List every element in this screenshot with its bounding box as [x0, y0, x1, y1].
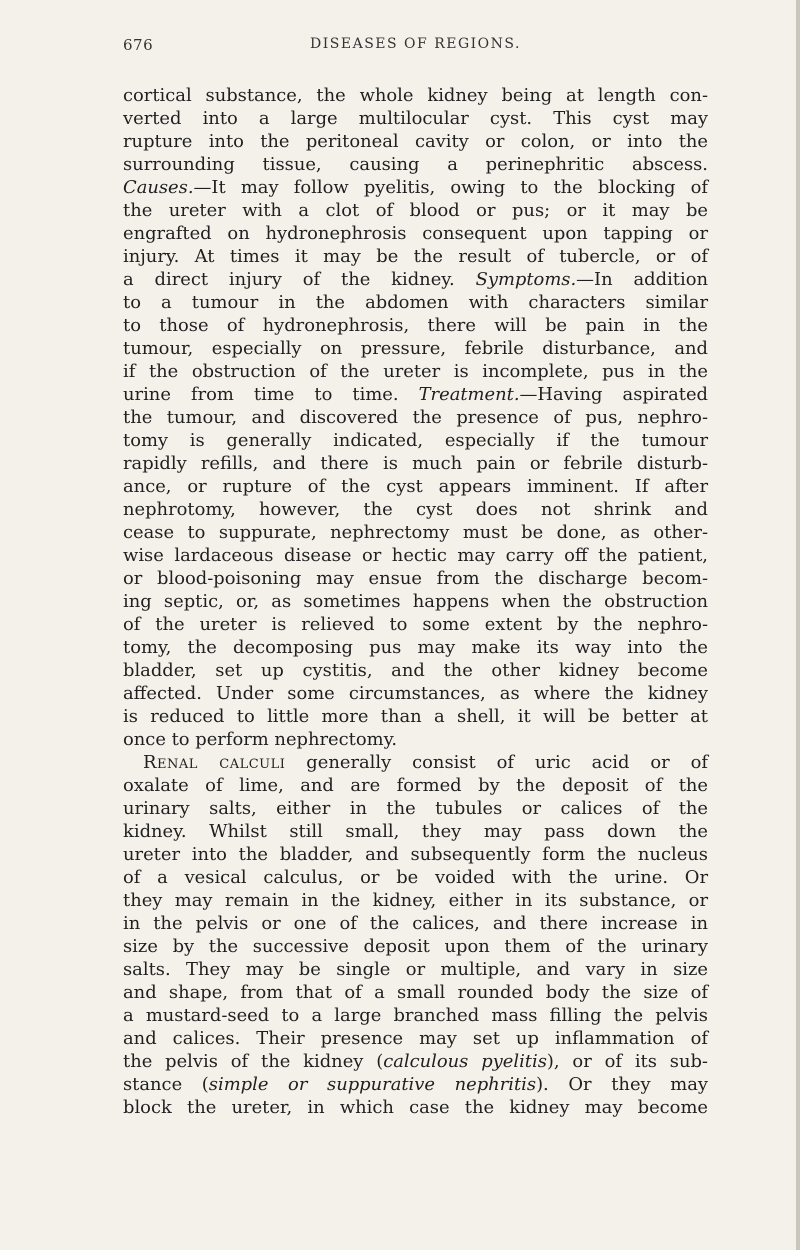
text-run: block the ureter, in which case the kidney may become: [123, 1097, 708, 1118]
text-run: oxalate of lime, and are formed by the deposit of the: [123, 775, 708, 796]
text-line: [123, 429, 708, 452]
text-run: wise lardaceous disease or hectic may carry off the patient,: [123, 545, 708, 566]
text-run: the tumour, and discovered the presence of pus, nephro-: [123, 407, 708, 428]
text-line: [123, 1004, 708, 1027]
text-line: [123, 452, 708, 475]
text-line: [123, 751, 708, 774]
running-head: DISEASES OF REGIONS.: [310, 36, 521, 52]
text-line: [123, 268, 708, 291]
text-line: [123, 1027, 708, 1050]
text-line: [123, 613, 708, 636]
text-line: [123, 222, 708, 245]
text-run: salts. They may be single or multiple, and vary in size: [123, 959, 708, 980]
text-line: [123, 843, 708, 866]
text-run: kidney. Whilst still small, they may pass down the: [123, 821, 708, 842]
text-run: —It may follow pyelitis, owing to the blocking of: [193, 177, 708, 198]
text-run: ance, or rupture of the cyst appears imminent. If after: [123, 476, 708, 497]
text-run: ). Or they may: [536, 1074, 709, 1095]
text-run: affected. Under some circumstances, as where the kidney: [123, 683, 708, 704]
text-run: is reduced to little more than a shell, it will be better at: [123, 706, 708, 727]
text-run: bladder, set up cystitis, and the other kidney become: [123, 660, 708, 681]
italic-text: Treatment.: [418, 384, 520, 405]
text-line: [123, 774, 708, 797]
text-line: [123, 130, 708, 153]
text-run: generally consist of uric acid or of: [285, 752, 708, 773]
italic-text: Symptoms.: [475, 269, 577, 290]
text-line: [123, 153, 708, 176]
text-run: stance (: [123, 1074, 209, 1095]
text-line: [123, 406, 708, 429]
text-run: a direct injury of the kidney.: [123, 269, 476, 290]
page-number: 676: [123, 36, 154, 54]
text-line: [123, 889, 708, 912]
text-line: [123, 981, 708, 1004]
text-run: of a vesical calculus, or be voided with the urine. Or: [123, 867, 708, 888]
text-line: [123, 521, 708, 544]
text-line: [123, 590, 708, 613]
text-line: [123, 682, 708, 705]
text-run: or blood-poisoning may ensue from the discharge becom-: [123, 568, 708, 589]
text-run: ), or of its sub-: [546, 1051, 708, 1072]
text-line: [123, 1096, 708, 1119]
text-run: and shape, from that of a small rounded body the size of: [123, 982, 708, 1003]
text-line: [123, 383, 708, 406]
text-run: urine from time to time.: [123, 384, 419, 405]
italic-text: simple or suppurative nephritis: [208, 1074, 537, 1095]
text-run: ureter into the bladder, and subsequently form the nucleus: [123, 844, 708, 865]
text-run: tomy, the decomposing pus may make its way into the: [123, 637, 708, 658]
text-line: [123, 912, 708, 935]
text-run: the ureter with a clot of blood or pus; or it may be: [123, 200, 708, 221]
text-run: surrounding tissue, causing a perinephritic abscess.: [123, 154, 708, 175]
text-line: [123, 1050, 708, 1073]
text-line: [123, 337, 708, 360]
text-line: [123, 935, 708, 958]
text-run: in the pelvis or one of the calices, and there increase in: [123, 913, 708, 934]
body-text: [123, 84, 708, 1119]
text-run: cease to suppurate, nephrectomy must be done, as other-: [123, 522, 708, 543]
text-run: of the ureter is relieved to some extent by the nephro-: [123, 614, 708, 635]
text-line: [123, 544, 708, 567]
text-line: [123, 360, 708, 383]
text-line: [123, 84, 708, 107]
text-line: [123, 820, 708, 843]
text-line: [123, 291, 708, 314]
text-line: [123, 498, 708, 521]
text-run: tumour, especially on pressure, febrile disturbance, and: [123, 338, 708, 359]
text-run: —In addition: [576, 269, 708, 290]
text-run: urinary salts, either in the tubules or calices of the: [123, 798, 708, 819]
text-line: [123, 705, 708, 728]
text-line: [123, 567, 708, 590]
italic-text: Causes.: [123, 177, 194, 198]
text-run: size by the successive deposit upon them of the urinary: [123, 936, 708, 957]
text-line: [123, 958, 708, 981]
text-line: [123, 1073, 708, 1096]
text-run: —Having aspirated: [519, 384, 708, 405]
text-run: to a tumour in the abdomen with characters similar: [123, 292, 708, 313]
text-run: rapidly refills, and there is much pain or febrile disturb-: [123, 453, 708, 474]
text-run: injury. At times it may be the result of tubercle, or of: [123, 246, 708, 267]
text-run: they may remain in the kidney, either in its substance, or: [123, 890, 708, 911]
text-run: if the obstruction of the ureter is incomplete, pus in the: [123, 361, 708, 382]
text-run: ing septic, or, as sometimes happens when the obstruction: [123, 591, 708, 612]
text-line: [123, 245, 708, 268]
small-caps-heading: Renal calculi: [143, 752, 286, 773]
italic-text: calculous pyelitis: [383, 1051, 547, 1072]
text-run: and calices. Their presence may set up inflammation of: [123, 1028, 708, 1049]
text-line: [123, 797, 708, 820]
text-line: [123, 475, 708, 498]
page-header: [123, 36, 708, 60]
text-line: [123, 866, 708, 889]
text-line: [123, 107, 708, 130]
text-run: tomy is generally indicated, especially if the tumour: [123, 430, 708, 451]
text-run: verted into a large multilocular cyst. This cyst may: [123, 108, 708, 129]
text-line: [123, 659, 708, 682]
text-run: the pelvis of the kidney (: [123, 1051, 384, 1072]
text-line: [123, 199, 708, 222]
text-line: [123, 314, 708, 337]
text-line: [123, 176, 708, 199]
page-edge: [796, 0, 800, 1250]
text-line: [123, 728, 708, 751]
text-run: once to perform nephrectomy.: [123, 729, 398, 750]
text-run: to those of hydronephrosis, there will be pain in the: [123, 315, 708, 336]
text-run: cortical substance, the whole kidney being at length con-: [123, 85, 708, 106]
text-line: [123, 636, 708, 659]
text-run: nephrotomy, however, the cyst does not shrink and: [123, 499, 708, 520]
text-run: engrafted on hydronephrosis consequent upon tapping or: [123, 223, 708, 244]
text-run: rupture into the peritoneal cavity or colon, or into the: [123, 131, 708, 152]
text-run: a mustard-seed to a large branched mass filling the pelvis: [123, 1005, 708, 1026]
